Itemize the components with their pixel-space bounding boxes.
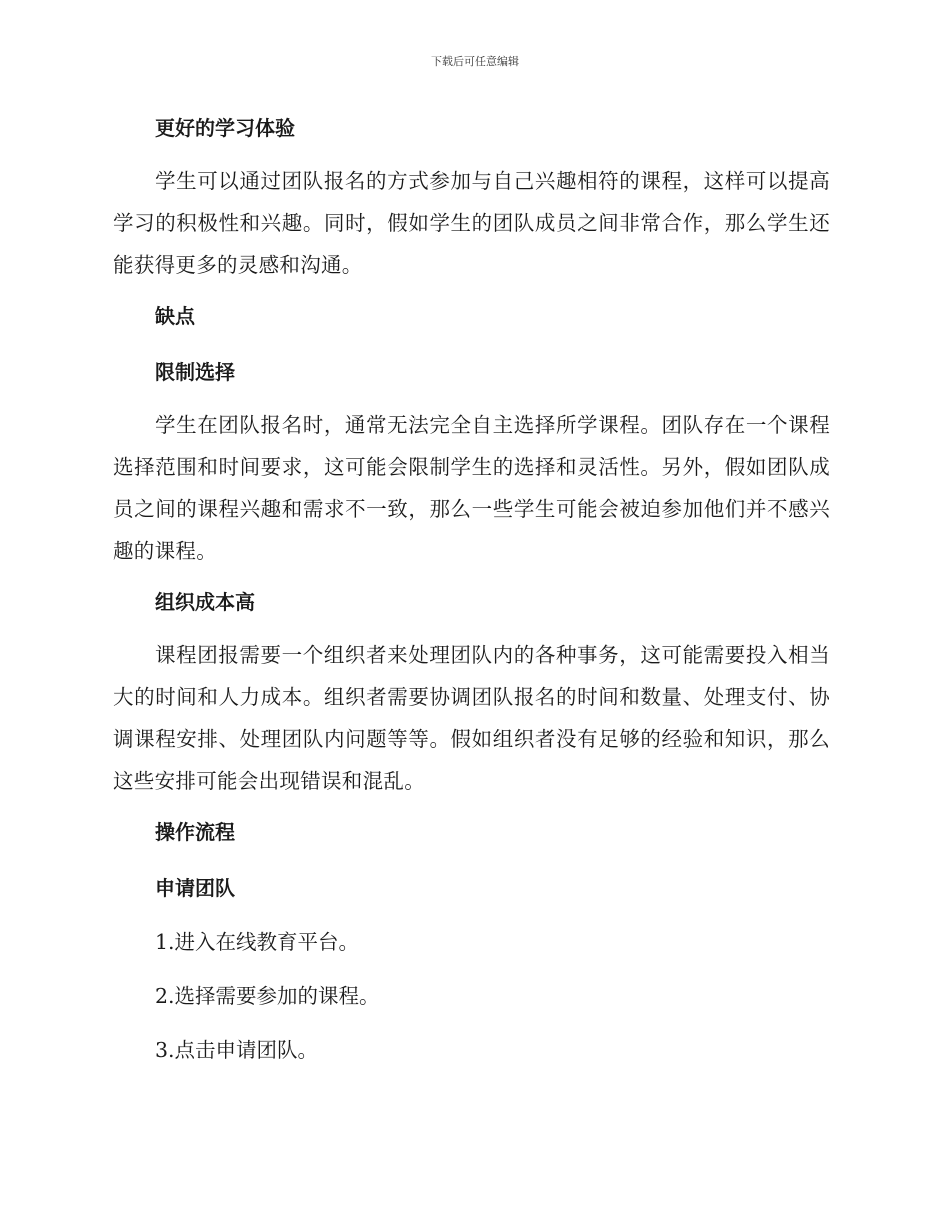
step-item: 1.进入在线教育平台。 [155,930,360,954]
heading-process: 操作流程 [155,820,235,844]
heading-apply-team: 申请团队 [155,876,235,900]
paragraph-learning-experience: 学生可以通过团队报名的方式参加与自己兴趣相符的课程，这样可以提高学习的积极性和兴趣。同时，假如学生的团队成员之间非常合作，那么学生还能获得更多的灵感和沟通。 [113,169,830,277]
document-body [113,110,830,1066]
heading-limited-choice: 限制选择 [155,360,235,384]
step-item: 2.选择需要参加的课程。 [155,984,380,1008]
paragraph-high-cost: 课程团报需要一个组织者来处理团队内的各种事务，这可能需要投入相当大的时间和人力成本。组织者需要协调团队报名的时间和数量、处理支付、协调课程安排、处理团队内问题等等。假如组织者没有足够的经验和知识，那么这些安排可能会出现错误和混乱。 [113,643,830,793]
heading-high-cost: 组织成本高 [155,590,255,614]
header-note: 下载后可任意编辑 [431,55,519,68]
heading-learning-experience: 更好的学习体验 [155,116,295,140]
paragraph-limited-choice: 学生在团队报名时，通常无法完全自主选择所学课程。团队存在一个课程选择范围和时间要求，这可能会限制学生的选择和灵活性。另外，假如团队成员之间的课程兴趣和需求不一致，那么一些学生可能会被迫参加他们并不感兴趣的课程。 [113,413,830,563]
step-item: 3.点击申请团队。 [155,1038,319,1062]
heading-disadvantages: 缺点 [155,304,195,328]
